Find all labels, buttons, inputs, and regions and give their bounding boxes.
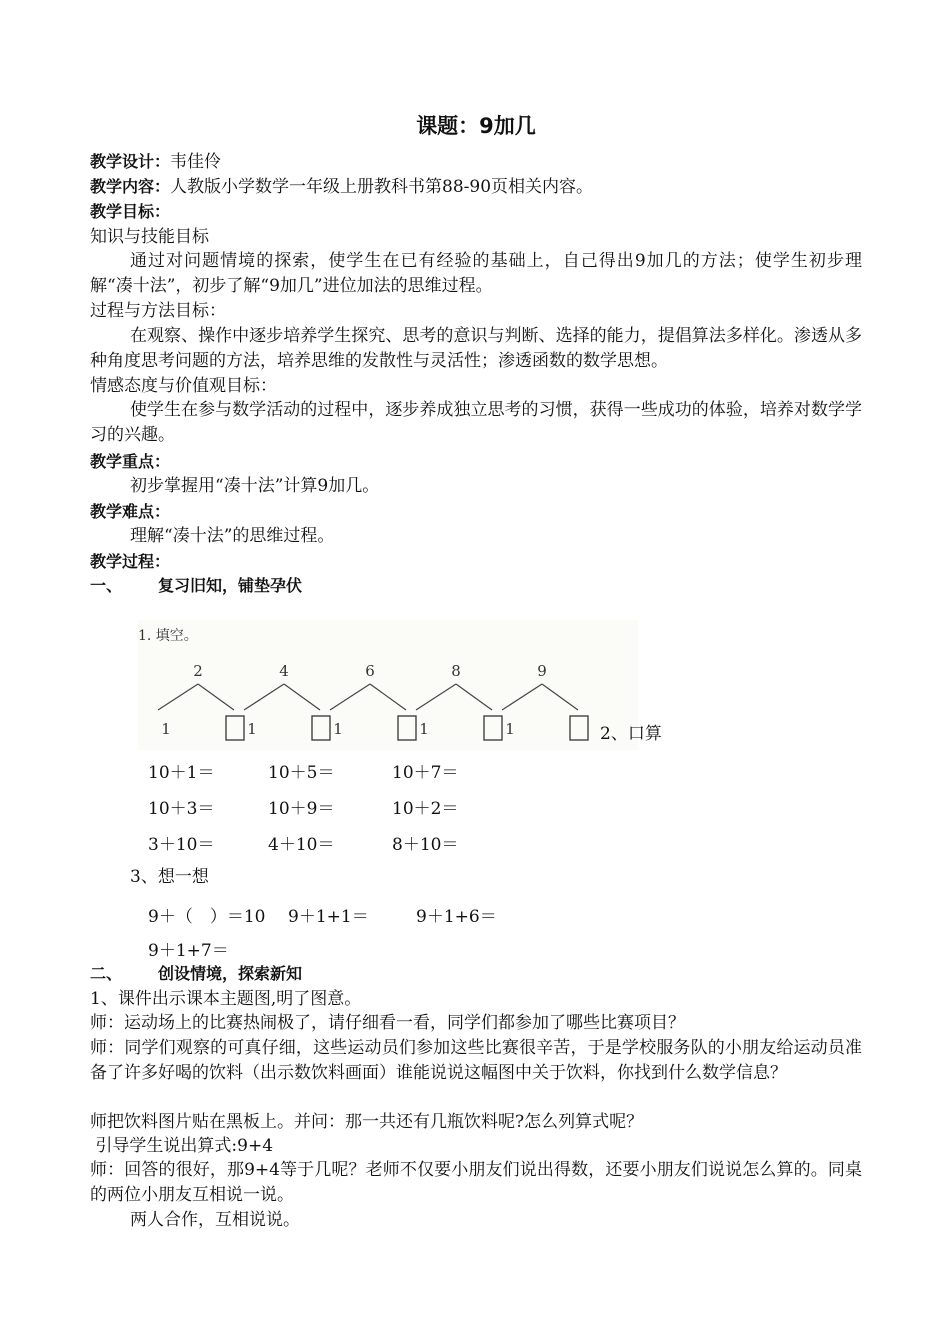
oral-item: 10＋9＝ [268,799,335,819]
bond-bottom-number: 1 [419,720,429,738]
oral-label: 2、口算 [600,724,662,744]
bond-answer-box [570,716,588,740]
design-label: 教学设计： [90,152,171,171]
think-item: 9＋（ ）＝10 [148,907,266,927]
bond-left-branch [330,684,370,710]
bond-bottom-number: 1 [247,720,257,738]
bond-right-branch [198,684,234,710]
section1-title: 复习旧知，铺垫孕伏 [158,576,303,595]
section1-num: 一、 [90,576,123,595]
bond-bottom-number: 1 [505,720,515,738]
fill-in-figure [138,620,638,750]
goal1-text: 通过对问题情境的探索，使学生在已有经验的基础上，自己得出9加几的方法；使学生初步理解“凑十法”，初步了解“9加几”进位加法的思维过程。 [90,251,862,296]
goal2-text: 在观察、操作中逐步培养学生探究、思考的意识与判断、选择的能力，提倡算法多样化。渗透从多种角度思考问题的方法，培养思维的发散性与灵活性；渗透函数的数学思想。 [90,326,862,371]
key-text: 初步掌握用“凑十法”计算9加几。 [130,476,380,496]
bond-left-branch [502,684,542,710]
oral-item: 10＋5＝ [268,763,335,783]
goals-heading: 教学目标： [90,202,171,221]
bond-right-branch [370,684,406,710]
bond-answer-box [312,716,330,740]
bond-answer-box [226,716,244,740]
oral-item: 10＋3＝ [148,799,215,819]
bond-top-number: 2 [193,662,203,680]
content-label: 教学内容： [90,177,171,196]
s2-line: 引导学生说出算式:9+4 [90,1136,274,1156]
bond-answer-box [398,716,416,740]
goal3-text: 使学生在参与数学活动的过程中，逐步养成独立思考的习惯，获得一些成功的体验，培养对数学学习的兴趣。 [90,400,862,445]
oral-item: 3＋10＝ [148,835,215,855]
content-value: 人教版小学数学一年级上册教科书第88-90页相关内容。 [170,177,594,197]
number-bond [158,662,244,740]
bond-left-branch [244,684,284,710]
number-bond-diagram [138,620,638,750]
process-heading: 教学过程： [90,552,171,571]
bond-right-branch [456,684,492,710]
number-bond [502,662,588,740]
oral-item: 10＋2＝ [392,799,459,819]
s2-line: 师：运动场上的比赛热闹极了，请仔细看一看，同学们都参加了哪些比赛项目？ [90,1013,685,1033]
bond-bottom-number: 1 [161,720,171,738]
bond-top-number: 6 [365,662,375,680]
bond-answer-box [484,716,502,740]
think-item: 9＋1+1＝ [288,907,369,927]
key-heading: 教学重点： [90,452,171,471]
bond-left-branch [158,684,198,710]
s2-line: 1、课件出示课本主题图,明了图意。 [90,989,362,1009]
bond-right-branch [542,684,578,710]
bond-bottom-number: 1 [333,720,343,738]
number-bond [416,662,502,740]
s2-line: 师把饮料图片贴在黑板上。并问：那一共还有几瓶饮料呢?怎么列算式呢？ [90,1112,644,1132]
difficulty-text: 理解“凑十法”的思维过程。 [130,526,335,546]
goal3-title: 情感态度与价值观目标： [90,376,277,396]
think-item: 9＋1+6＝ [416,907,497,927]
page-title: 课题：9加几 [416,114,536,138]
goal1-title: 知识与技能目标 [90,227,209,247]
section2-heading [90,962,302,986]
bond-left-branch [416,684,456,710]
figure-label: 1. 填空。 [138,628,198,644]
section2-title: 创设情境，探索新知 [158,964,303,983]
number-bonds [158,662,588,740]
s2-last: 两人合作，互相说说。 [130,1210,300,1230]
design-value: 韦佳伶 [170,152,222,172]
bond-right-branch [284,684,320,710]
oral-item: 10＋7＝ [392,763,459,783]
bond-top-number: 9 [537,662,547,680]
design-line [90,150,221,174]
section1-heading [90,574,302,598]
number-bond [330,662,416,740]
content-line [90,175,593,199]
oral-item: 4＋10＝ [268,835,335,855]
goal2-title: 过程与方法目标： [90,301,226,321]
s2-line: 师：回答的很好，那9+4等于几呢？老师不仅要小朋友们说出得数，还要小朋友们说说怎么算的。同桌的两位小朋友互相说一说。 [90,1160,862,1205]
difficulty-heading: 教学难点： [90,502,171,521]
bond-top-number: 8 [451,662,461,680]
bond-top-number: 4 [279,662,289,680]
oral-item: 8＋10＝ [392,835,459,855]
oral-item: 10＋1＝ [148,763,215,783]
section2-num: 二、 [90,964,123,983]
number-bond [244,662,330,740]
think-item: 9＋1+7＝ [148,941,229,961]
think-label: 3、想一想 [130,867,209,887]
s2-line: 师：同学们观察的可真仔细，这些运动员们参加这些比赛很辛苦，于是学校服务队的小朋友给运动员准备了许多好喝的饮料（出示数饮料画面）谁能说说这幅图中关于饮料，你找到什么数学信息？ [90,1038,862,1083]
